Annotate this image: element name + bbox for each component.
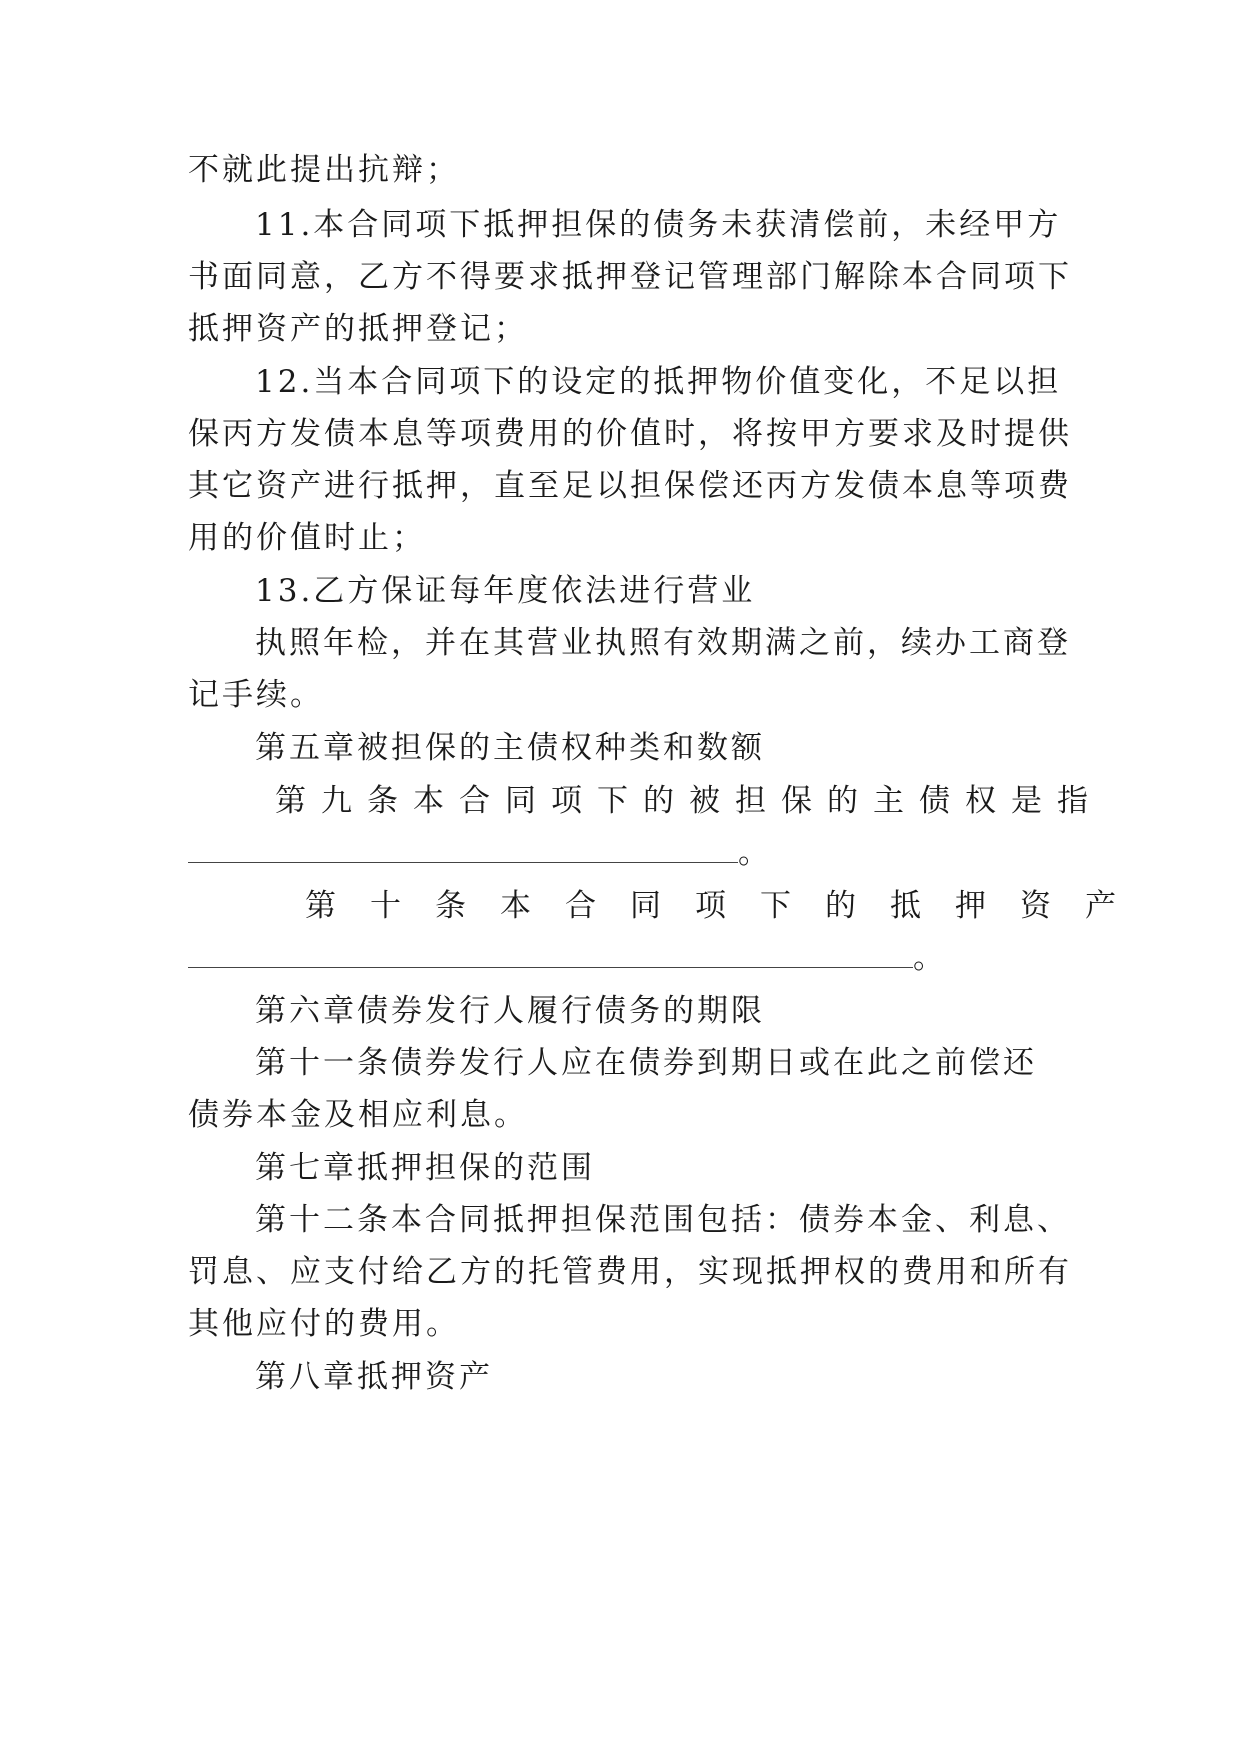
article-line: 第九条本合同项下的被担保的主债权是指 bbox=[275, 783, 1103, 819]
paragraph-line: 用的价值时止； bbox=[188, 520, 426, 556]
blank-underline bbox=[188, 939, 913, 968]
paragraph-line: 债券本金及相应利息。 bbox=[188, 1097, 528, 1133]
paragraph-line: 罚息、应支付给乙方的托管费用，实现抵押权的费用和所有 bbox=[188, 1254, 1072, 1290]
article-line: 第十一条债券发行人应在债券到期日或在此之前偿还 bbox=[255, 1045, 1037, 1081]
chapter-heading: 第七章抵押担保的范围 bbox=[255, 1150, 595, 1186]
paragraph-line: 13.乙方保证每年度依法进行营业 bbox=[255, 573, 756, 609]
article-line: 第十二条本合同抵押担保范围包括：债券本金、利息、 bbox=[255, 1202, 1071, 1238]
chapter-heading: 第八章抵押资产 bbox=[255, 1359, 493, 1395]
blank-fill-line bbox=[188, 833, 1058, 873]
article-line: 第十条本合同项下的抵押资产 bbox=[305, 888, 1150, 924]
paragraph-line: 记手续。 bbox=[188, 677, 324, 713]
paragraph-line: 执照年检，并在其营业执照有效期满之前，续办工商登 bbox=[255, 625, 1071, 661]
paragraph-line: 不就此提出抗辩； bbox=[188, 152, 460, 188]
paragraph-line: 书面同意，乙方不得要求抵押登记管理部门解除本合同项下 bbox=[188, 259, 1072, 295]
paragraph-line: 其他应付的费用。 bbox=[188, 1306, 460, 1342]
paragraph-line: 抵押资产的抵押登记； bbox=[188, 311, 528, 347]
paragraph-line: 其它资产进行抵押，直至足以担保偿还丙方发债本息等项费 bbox=[188, 468, 1072, 504]
paragraph-line: 12.当本合同项下的设定的抵押物价值变化，不足以担 bbox=[255, 364, 1062, 400]
period-mark: 。 bbox=[738, 835, 772, 871]
blank-fill-line bbox=[188, 938, 1058, 978]
blank-underline bbox=[188, 834, 738, 863]
chapter-heading: 第六章债券发行人履行债务的期限 bbox=[255, 993, 765, 1029]
paragraph-line: 保丙方发债本息等项费用的价值时，将按甲方要求及时提供 bbox=[188, 416, 1072, 452]
paragraph-line: 11.本合同项下抵押担保的债务未获清偿前，未经甲方 bbox=[255, 207, 1062, 243]
chapter-heading: 第五章被担保的主债权种类和数额 bbox=[255, 730, 765, 766]
period-mark: 。 bbox=[913, 940, 947, 976]
